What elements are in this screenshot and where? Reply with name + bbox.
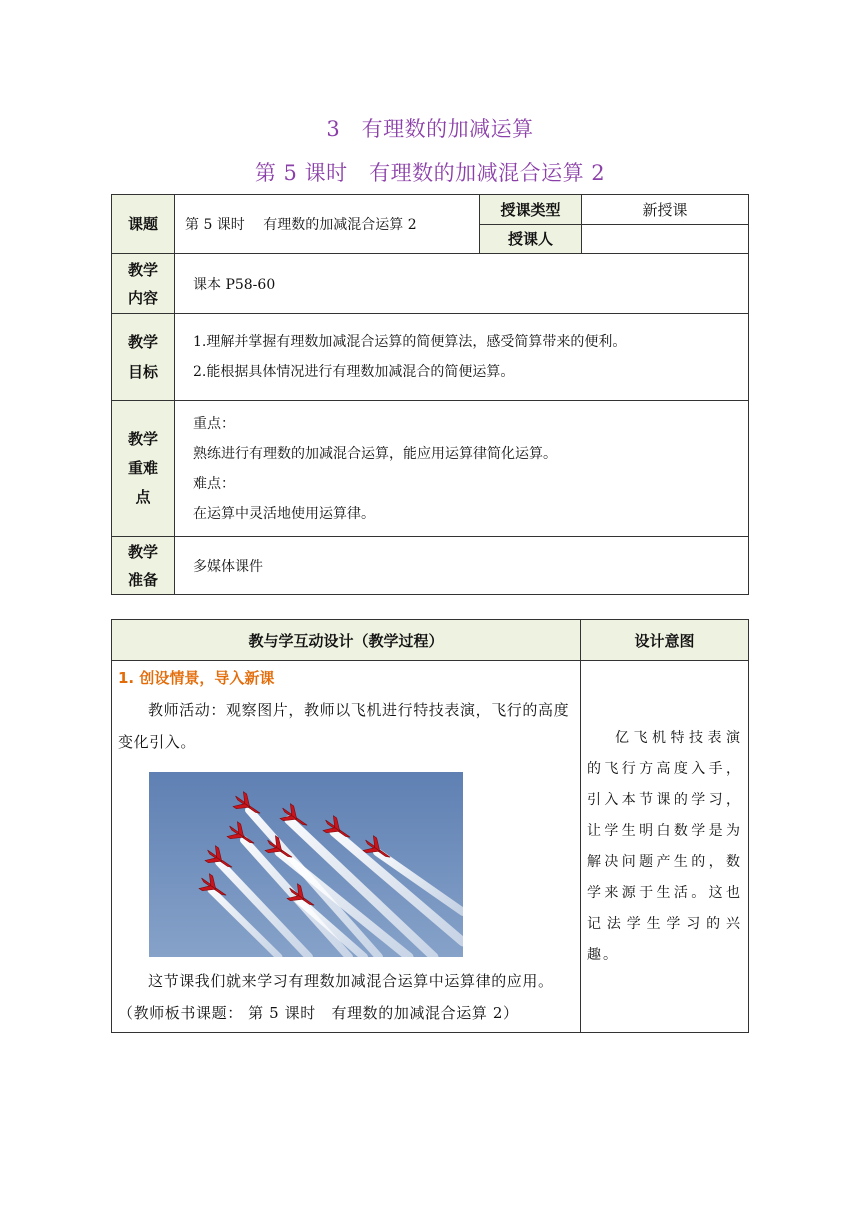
key-title: 重点： <box>193 415 235 432</box>
content-label: 教学内容 <box>112 254 175 314</box>
page-title: 3 有理数的加减运算 <box>326 117 534 141</box>
lesson-info-table <box>111 194 749 595</box>
class-type-label: 授课类型 <box>480 195 582 225</box>
difficult-title: 难点： <box>193 475 235 492</box>
goal-item: 2.能根据具体情况进行有理数加减混合的简便运算。 <box>193 364 515 380</box>
jet-formation-image <box>149 772 463 957</box>
process-header: 教与学互动设计（教学过程） <box>112 620 581 661</box>
lesson-intro-text: 这节课我们就来学习有理数加减混合运算中运算律的应用。（教师板书课题： 第 5 课时 有理数的加减混合运算 2） <box>118 972 554 1022</box>
content-value: 课本 P58-60 <box>175 254 749 314</box>
key-points-value <box>175 401 749 537</box>
page-subtitle: 第 5 课时 有理数的加减混合运算 2 <box>254 161 606 185</box>
intent-cell <box>581 661 749 1033</box>
goal-item: 1.理解并掌握有理数加减混合运算的简便算法，感受简算带来的便利。 <box>193 334 627 350</box>
difficult-text: 在运算中灵活地使用运算律。 <box>193 505 375 522</box>
teacher-value <box>582 225 749 254</box>
key-text: 熟练进行有理数的加减混合运算，能应用运算律简化运算。 <box>193 445 557 462</box>
goals-label: 教学目标 <box>112 314 175 401</box>
teacher-label: 授课人 <box>480 225 582 254</box>
goals-value <box>175 314 749 401</box>
intent-text: 亿飞机特技表演的飞行方高度入手，引入本节课的学习，让学生明白数学是为解决问题产生的，数学来源于生活。这也记法学生学习的兴趣。 <box>587 729 742 963</box>
teaching-process-table <box>111 619 749 1033</box>
intent-header: 设计意图 <box>581 620 749 661</box>
topic-value: 第 5 课时 有理数的加减混合运算 2 <box>175 195 480 254</box>
class-type-value: 新授课 <box>582 195 749 225</box>
prep-label: 教学准备 <box>112 537 175 595</box>
section-title: 1. 创设情景，导入新课 <box>118 669 275 687</box>
process-cell <box>112 661 581 1033</box>
key-points-label: 教学重难点 <box>112 401 175 537</box>
prep-value: 多媒体课件 <box>175 537 749 595</box>
topic-label: 课题 <box>112 195 175 254</box>
teacher-activity-text: 教师活动：观察图片，教师以飞机进行特技表演，飞行的高度变化引入。 <box>118 701 570 751</box>
